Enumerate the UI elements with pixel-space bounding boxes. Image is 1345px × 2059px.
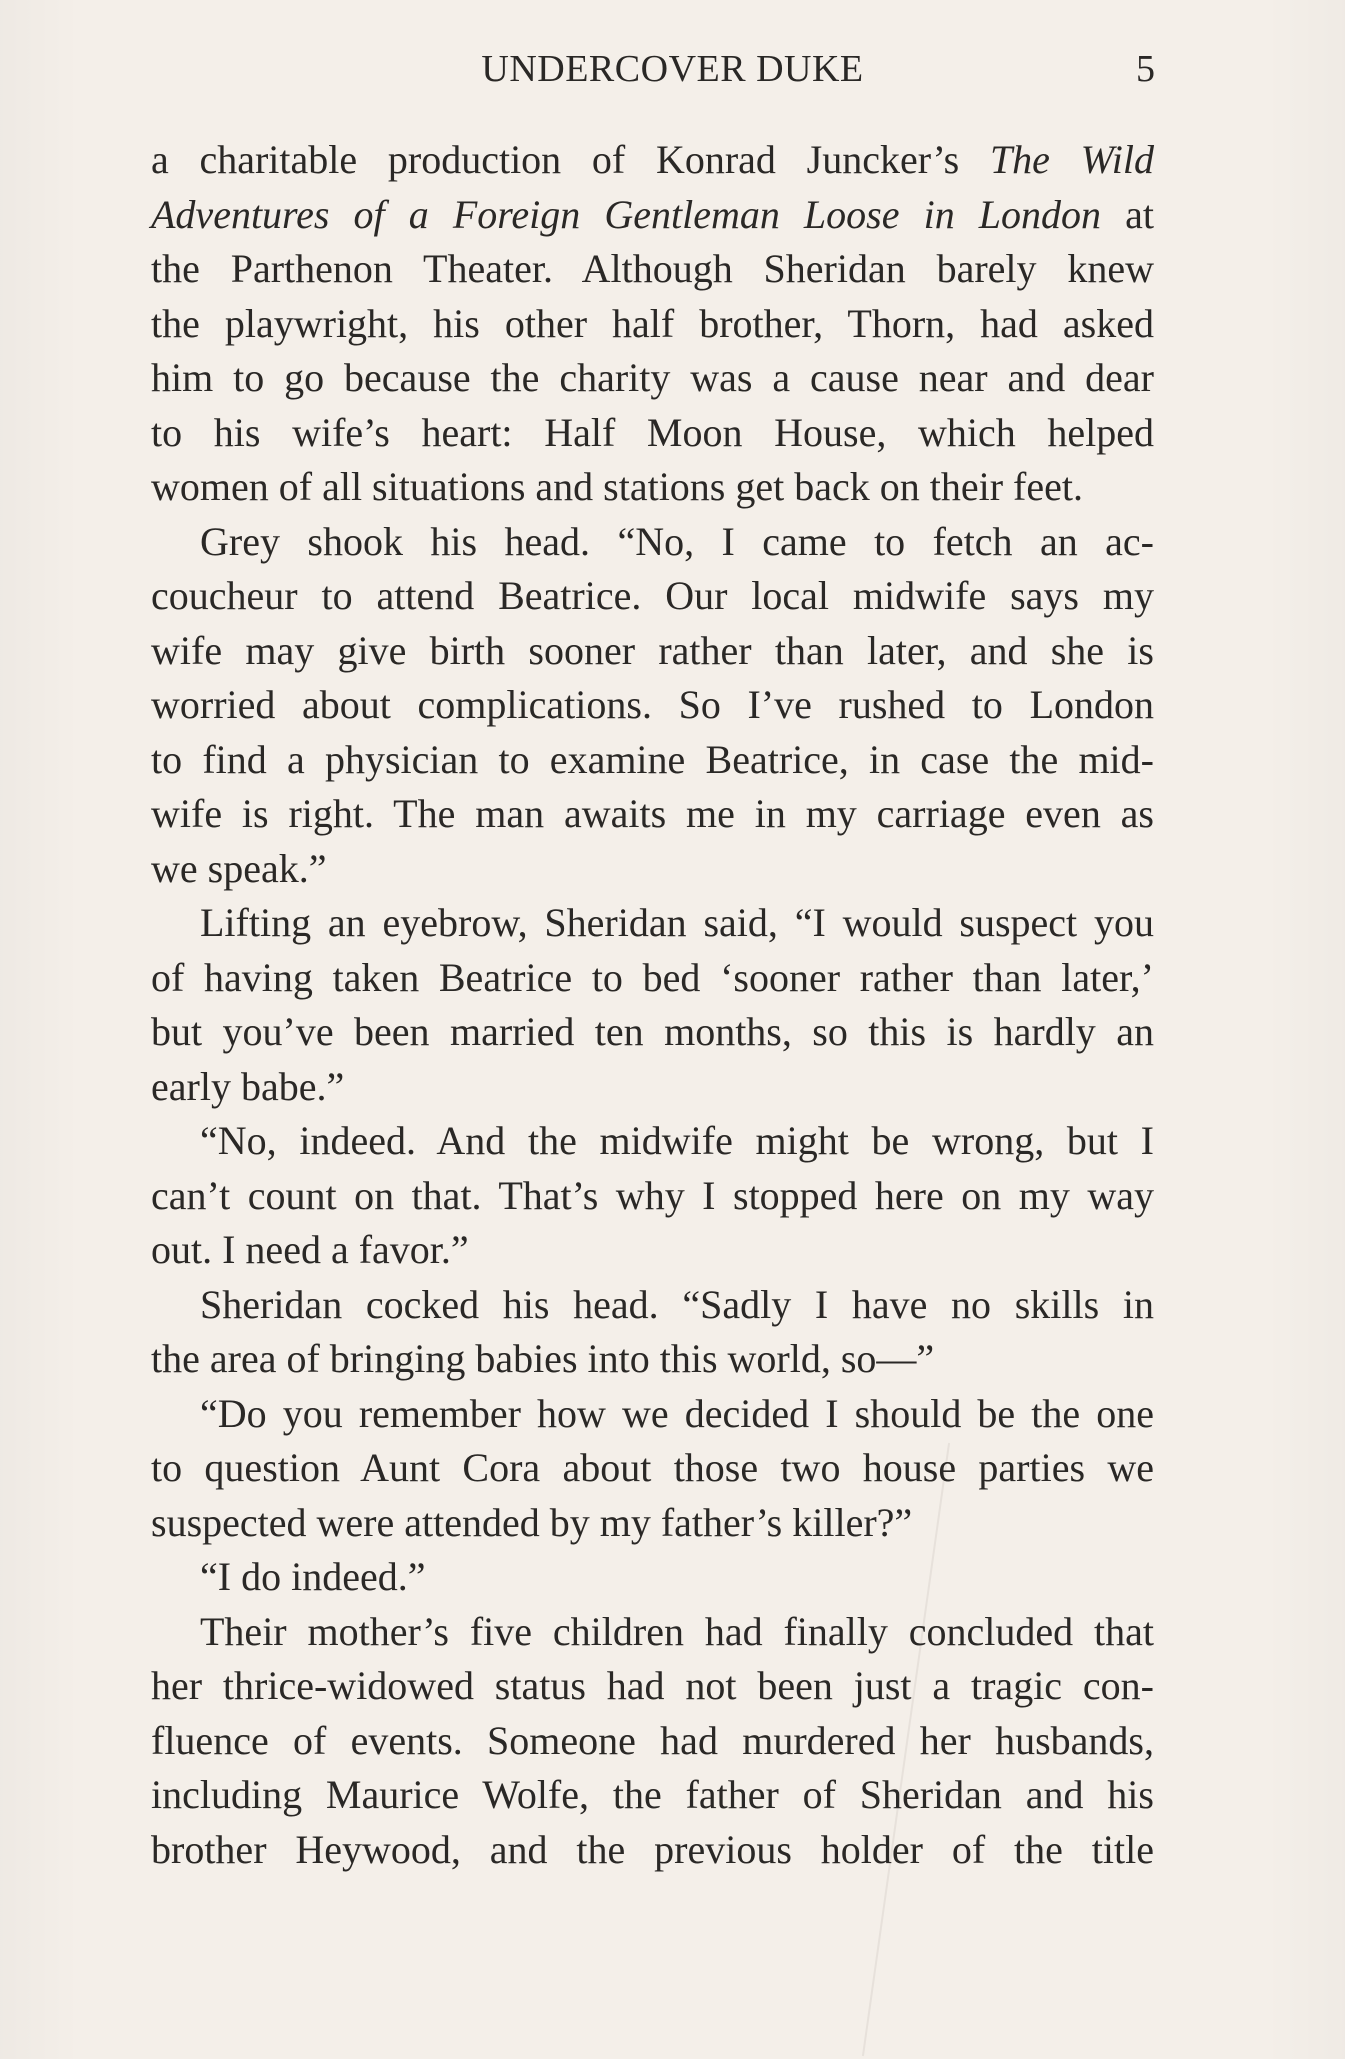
text-segment: Sheridan cocked his head. “Sadly I have no skills in	[200, 1281, 1154, 1327]
text-line	[151, 569, 1154, 624]
text-line	[151, 1169, 1154, 1224]
text-segment: out. I need a favor.”	[151, 1227, 469, 1272]
text-line	[151, 896, 1154, 951]
running-header	[0, 44, 1345, 94]
text-line	[151, 351, 1154, 406]
text-segment: early babe.”	[151, 1063, 345, 1109]
text-line	[151, 951, 1154, 1006]
text-segment: “Do you remember how we decided I should be the one	[200, 1390, 1154, 1436]
text-line	[151, 1005, 1154, 1060]
text-line	[151, 1387, 1154, 1442]
text-segment: “I do indeed.”	[200, 1554, 426, 1599]
text-line	[151, 1550, 1154, 1605]
text-line	[151, 1441, 1154, 1496]
page-number: 5	[1136, 48, 1155, 90]
text-segment: wife is right. The man awaits me in my carriage even as	[151, 791, 1154, 836]
text-segment: Grey shook his head. “No, I came to fetch an ac-	[200, 518, 1154, 564]
text-segment: the playwright, his other half brother, Thorn, had asked	[151, 300, 1154, 346]
text-segment: brother Heywood, and the previous holder of the title	[151, 1826, 1154, 1872]
text-line	[151, 460, 1154, 515]
text-line	[151, 1332, 1154, 1387]
text-segment: but you’ve been married ten months, so this is hardly an	[151, 1009, 1154, 1054]
text-line	[151, 242, 1154, 297]
text-line	[151, 1278, 1154, 1333]
text-segment: him to go because the charity was a cause near and dear	[151, 355, 1154, 400]
text-segment: including Maurice Wolfe, the father of Sheridan and his	[151, 1772, 1154, 1817]
italic-title-segment: The Wild	[989, 137, 1155, 182]
text-line	[151, 406, 1154, 461]
text-line	[151, 1768, 1154, 1823]
text-line	[151, 678, 1154, 733]
text-segment: women of all situations and stations get back on their feet.	[151, 464, 1083, 509]
text-line	[151, 1114, 1154, 1169]
text-segment: wife may give birth sooner rather than later, and she is	[151, 627, 1154, 673]
text-segment: at	[1101, 191, 1154, 237]
text-line	[151, 515, 1154, 570]
text-segment: “No, indeed. And the midwife might be wrong, but I	[200, 1118, 1154, 1163]
text-segment: Lifting an eyebrow, Sheridan said, “I would suspect you	[200, 900, 1154, 945]
text-segment: a charitable production of Konrad Juncker’s	[151, 137, 990, 182]
text-line	[151, 1060, 1154, 1115]
text-segment: can’t count on that. That’s why I stopped here on my way	[151, 1172, 1154, 1218]
text-segment: of having taken Beatrice to bed ‘sooner rather than later,’	[151, 954, 1154, 1000]
text-segment: to find a physician to examine Beatrice, in case the mid-	[151, 736, 1154, 782]
body-text	[151, 133, 1154, 1877]
text-segment: Their mother’s five children had finally concluded that	[200, 1608, 1154, 1654]
text-line	[151, 1714, 1154, 1769]
text-line	[151, 188, 1154, 243]
running-title: UNDERCOVER DUKE	[481, 48, 864, 90]
text-segment: her thrice-widowed status had not been just a tragic con-	[151, 1663, 1154, 1708]
text-line	[151, 842, 1154, 897]
text-segment: fluence of events. Someone had murdered her husbands,	[151, 1717, 1154, 1763]
text-line	[151, 133, 1154, 188]
text-line	[151, 787, 1154, 842]
text-line	[151, 1496, 1154, 1551]
text-segment: to his wife’s heart: Half Moon House, which helped	[151, 409, 1154, 455]
text-line	[151, 624, 1154, 679]
text-line	[151, 1223, 1154, 1278]
text-segment: worried about complications. So I’ve rushed to London	[151, 682, 1154, 727]
text-line	[151, 1605, 1154, 1660]
text-line	[151, 297, 1154, 352]
text-segment: coucheur to attend Beatrice. Our local midwife says my	[151, 573, 1154, 618]
italic-title-segment: Adventures of a Foreign Gentleman Loose in London	[151, 191, 1102, 237]
text-line	[151, 1659, 1154, 1714]
text-segment: we speak.”	[151, 845, 327, 891]
text-segment: suspected were attended by my father’s killer?”	[151, 1499, 913, 1545]
text-segment: the area of bringing babies into this world, so—”	[151, 1336, 935, 1381]
text-line	[151, 733, 1154, 788]
text-segment: the Parthenon Theater. Although Sheridan barely knew	[151, 246, 1154, 291]
text-line	[151, 1823, 1154, 1878]
text-segment: to question Aunt Cora about those two house parties we	[151, 1445, 1154, 1490]
